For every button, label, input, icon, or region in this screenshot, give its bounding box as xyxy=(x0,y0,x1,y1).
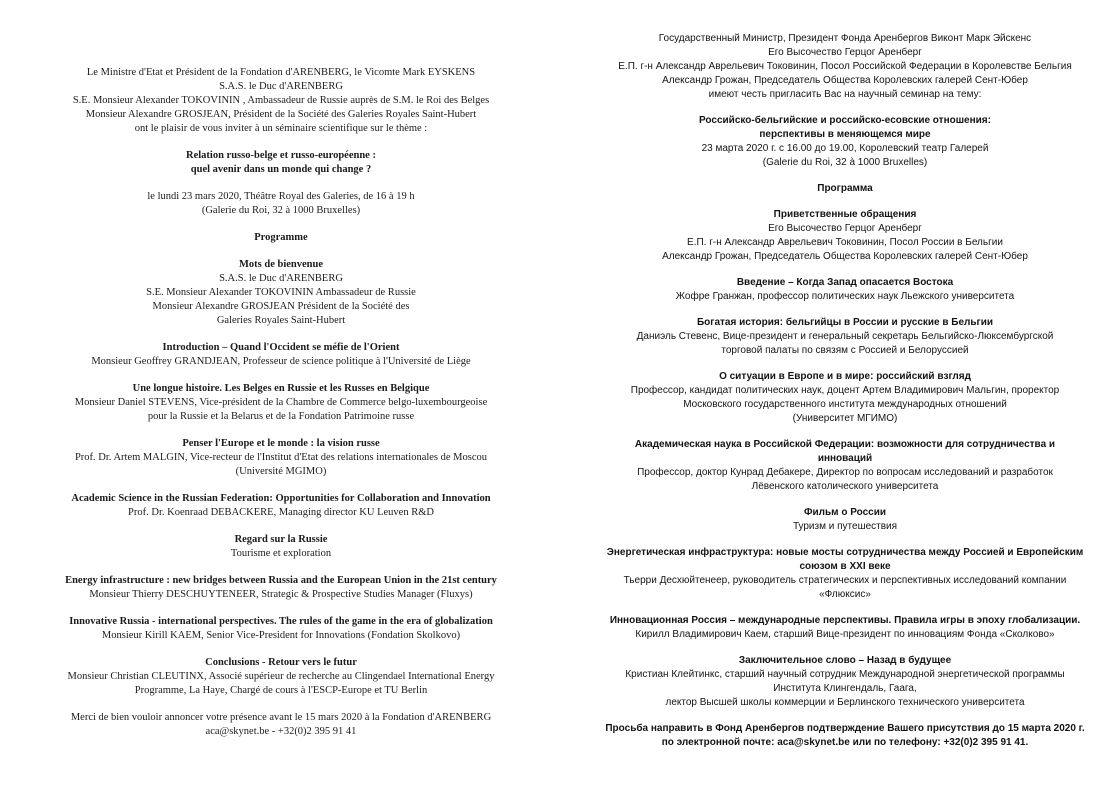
text-line: «Флюксис» xyxy=(819,589,871,600)
heading-line: Une longue histoire. Les Belges en Russie et les Russes en Belgique xyxy=(132,383,430,394)
text-line: имеют честь пригласить Вас на научный семинар на тему: xyxy=(708,89,982,100)
paragraph-block xyxy=(596,182,1094,196)
paragraph-block xyxy=(38,190,524,218)
text-line: Monsieur Kirill KAEM, Senior Vice-President for Innovations (Fondation Skolkovo) xyxy=(101,630,461,641)
heading-line: Приветственные обращения xyxy=(773,209,917,220)
text-line: Его Высочество Герцог Аренберг xyxy=(768,47,922,58)
paragraph-block xyxy=(38,382,524,424)
heading-line: Introduction – Quand l'Occident se méfie de l'Orient xyxy=(162,342,400,353)
paragraph-block xyxy=(596,614,1094,642)
text-line: Monsieur Alexandre GROSJEAN, Président de la Société des Galeries Royales Saint-Hubert xyxy=(85,109,477,120)
text-line: Prof. Dr. Artem MALGIN, Vice-recteur de l'Institut d'Etat des relations internationales de Moscou xyxy=(74,452,488,463)
text-line: Московского государственного института международных отношений xyxy=(683,399,1007,410)
paragraph-block xyxy=(596,32,1094,102)
heading-line: союзом в XXI веке xyxy=(799,561,891,572)
paragraph-block xyxy=(38,231,524,245)
text-line: Лёвенского католического университета xyxy=(751,481,939,492)
heading-line: Relation russo-belge et russo-européenne : xyxy=(186,150,376,161)
text-line: Жофре Гранжан, профессор политических наук Льежского университета xyxy=(675,291,1015,302)
heading-line: инноваций xyxy=(817,453,873,464)
text-line: Его Высочество Герцог Аренберг xyxy=(768,223,922,234)
heading-line: Energy infrastructure : new bridges between Russia and the European Union in the 21st century xyxy=(65,575,497,586)
heading-line: Innovative Russia - international perspectives. The rules of the game in the era of globalization xyxy=(69,616,493,627)
text-line: Merci de bien vouloir annoncer votre présence avant le 15 mars 2020 à la Fondation d'ARENBERG xyxy=(70,712,492,723)
text-line: ont le plaisir de vous inviter à un séminaire scientifique sur le thème : xyxy=(134,123,428,134)
heading-line: Фильм о России xyxy=(803,507,887,518)
text-line: aca@skynet.be - +32(0)2 395 91 41 xyxy=(205,726,357,737)
paragraph-block xyxy=(38,533,524,561)
heading-line: по электронной почте: aca@skynet.be или по телефону: +32(0)2 395 91 41. xyxy=(661,737,1029,748)
heading-line: Российско-бельгийские и российско-есовские отношения: xyxy=(699,115,991,126)
paragraph-block xyxy=(596,438,1094,494)
paragraph-block xyxy=(596,208,1094,264)
right-column-russian xyxy=(596,32,1094,762)
text-line: Programme, La Haye, Chargé de cours à l'ESCP-Europe et TU Berlin xyxy=(134,685,428,696)
text-line: Е.П. г-н Александр Аврельевич Токовинин, Посол России в Бельгии xyxy=(687,237,1003,248)
text-line: (Университет МГИМО) xyxy=(792,413,898,424)
heading-line: Богатая история: бельгийцы в России и русские в Бельгии xyxy=(696,317,994,328)
paragraph-block xyxy=(38,437,524,479)
text-line: Е.П. г-н Александр Аврельевич Токовинин, Посол Российской Федерации в Королевстве Бельгия xyxy=(618,61,1072,72)
paragraph-block xyxy=(596,654,1094,710)
text-line: Monsieur Daniel STEVENS, Vice-président de la Chambre de Commerce belgo-luxembourgeoise xyxy=(74,397,488,408)
heading-line: перспективы в меняющемся мире xyxy=(759,129,931,140)
text-line: Кристиан Клейтинкс, старший научный сотрудник Международной энергетической программы xyxy=(625,669,1065,680)
paragraph-block xyxy=(596,506,1094,534)
text-line: Кирилл Владимирович Каем, старший Вице-президент по инновациям Фонда «Сколково» xyxy=(635,629,1055,640)
text-line: Туризм и путешествия xyxy=(792,521,898,532)
paragraph-block xyxy=(38,615,524,643)
text-line: S.E. Monsieur Alexander TOKOVININ , Ambassadeur de Russie auprès de S.M. le Roi des Belges xyxy=(72,95,490,106)
text-line: (Galerie du Roi, 32 à 1000 Bruxelles) xyxy=(201,205,361,216)
paragraph-block xyxy=(596,114,1094,170)
text-line: Тьерри Десхюйтенеер, руководитель стратегических и перспективных исследований компании xyxy=(623,575,1067,586)
text-line: S.A.S. le Duc d'ARENBERG xyxy=(219,81,343,92)
paragraph-block xyxy=(38,258,524,328)
paragraph-block xyxy=(38,656,524,698)
heading-line: Академическая наука в Российской Федерации: возможности для сотрудничества и xyxy=(634,439,1056,450)
text-line: Александр Грожан, Председатель Общества Королевских галерей Сент-Юбер xyxy=(662,75,1028,86)
paragraph-block xyxy=(38,711,524,739)
text-line: Государственный Министр, Президент Фонда Аренбергов Виконт Марк Эйскенс xyxy=(658,33,1032,44)
text-line: Tourisme et exploration xyxy=(230,548,332,559)
text-line: торговой палаты по связям с Россией и Белоруссией xyxy=(721,345,969,356)
text-line: Prof. Dr. Koenraad DEBACKERE, Managing director KU Leuven R&D xyxy=(128,507,434,518)
heading-line: quel avenir dans un monde qui change ? xyxy=(190,164,372,175)
heading-line: О ситуации в Европе и в мире: российский взгляд xyxy=(719,371,971,382)
text-line: Monsieur Christian CLEUTINX, Associé supérieur de recherche au Clingendael International Energy xyxy=(67,671,495,682)
heading-line: Mots de bienvenue xyxy=(239,259,323,270)
left-column-french xyxy=(38,66,524,752)
paragraph-block xyxy=(38,149,524,177)
text-line: Monsieur Thierry DESCHUYTENEER, Strategic & Prospective Studies Manager (Fluxys) xyxy=(89,589,473,600)
text-line: S.A.S. le Duc d'ARENBERG xyxy=(219,273,343,284)
paragraph-block xyxy=(38,66,524,136)
heading-line: Энергетическая инфраструктура: новые мосты сотрудничества между Россией и Европейским xyxy=(606,547,1084,558)
text-line: Профессор, доктор Кунрад Дебакере, Директор по вопросам исследований и разработок xyxy=(637,467,1053,478)
text-line: Института Клингендаль, Гаага, xyxy=(773,683,917,694)
text-line: S.E. Monsieur Alexander TOKOVININ Ambassadeur de Russie xyxy=(146,287,416,298)
text-line: (Galerie du Roi, 32 à 1000 Bruxelles) xyxy=(762,157,928,168)
text-line: Le Ministre d'Etat et Président de la Fondation d'ARENBERG, le Vicomte Mark EYSKENS xyxy=(86,67,476,78)
text-line: Даниэль Стевенс, Вице-президент и генеральный секретарь Бельгийско-Люксембургской xyxy=(636,331,1054,342)
heading-line: Просьба направить в Фонд Аренбергов подтверждение Вашего присутствия до 15 марта 2020 г. xyxy=(605,723,1085,734)
paragraph-block xyxy=(596,722,1094,750)
text-line: Александр Грожан, Председатель Общества Королевских галерей Сент-Юбер xyxy=(662,251,1028,262)
heading-line: Программа xyxy=(817,183,873,194)
paragraph-block xyxy=(38,574,524,602)
heading-line: Инновационная Россия – международные перспективы. Правила игры в эпоху глобализации. xyxy=(609,615,1081,626)
heading-line: Programme xyxy=(254,232,308,243)
text-line: Профессор, кандидат политических наук, доцент Артем Владимирович Мальгин, проректор xyxy=(630,385,1060,396)
paragraph-block xyxy=(596,546,1094,602)
paragraph-block xyxy=(38,341,524,369)
heading-line: Academic Science in the Russian Federation: Opportunities for Collaboration and Innovation xyxy=(71,493,491,504)
paragraph-block xyxy=(596,370,1094,426)
text-line: (Université MGIMO) xyxy=(235,466,327,477)
text-line: le lundi 23 mars 2020, Théâtre Royal des Galeries, de 16 à 19 h xyxy=(147,191,415,202)
heading-line: Заключительное слово – Назад в будущее xyxy=(738,655,952,666)
text-line: Monsieur Geoffrey GRANDJEAN, Professeur de science politique à l'Université de Liège xyxy=(91,356,471,367)
text-line: Galeries Royales Saint-Hubert xyxy=(216,315,346,326)
heading-line: Введение – Когда Запад опасается Востока xyxy=(736,277,954,288)
text-line: Monsieur Alexandre GROSJEAN Président de la Société des xyxy=(152,301,410,312)
heading-line: Conclusions - Retour vers le futur xyxy=(205,657,357,668)
paragraph-block xyxy=(596,276,1094,304)
text-line: pour la Russie et la Belarus et de la Fondation Patrimoine russe xyxy=(147,411,415,422)
paragraph-block xyxy=(596,316,1094,358)
text-line: 23 марта 2020 г. с 16.00 до 19.00, Королевский театр Галерей xyxy=(701,143,989,154)
heading-line: Penser l'Europe et le monde : la vision russe xyxy=(182,438,380,449)
paragraph-block xyxy=(38,492,524,520)
heading-line: Regard sur la Russie xyxy=(234,534,328,545)
text-line: лектор Высшей школы коммерции и Берлинского технического университета xyxy=(665,697,1025,708)
